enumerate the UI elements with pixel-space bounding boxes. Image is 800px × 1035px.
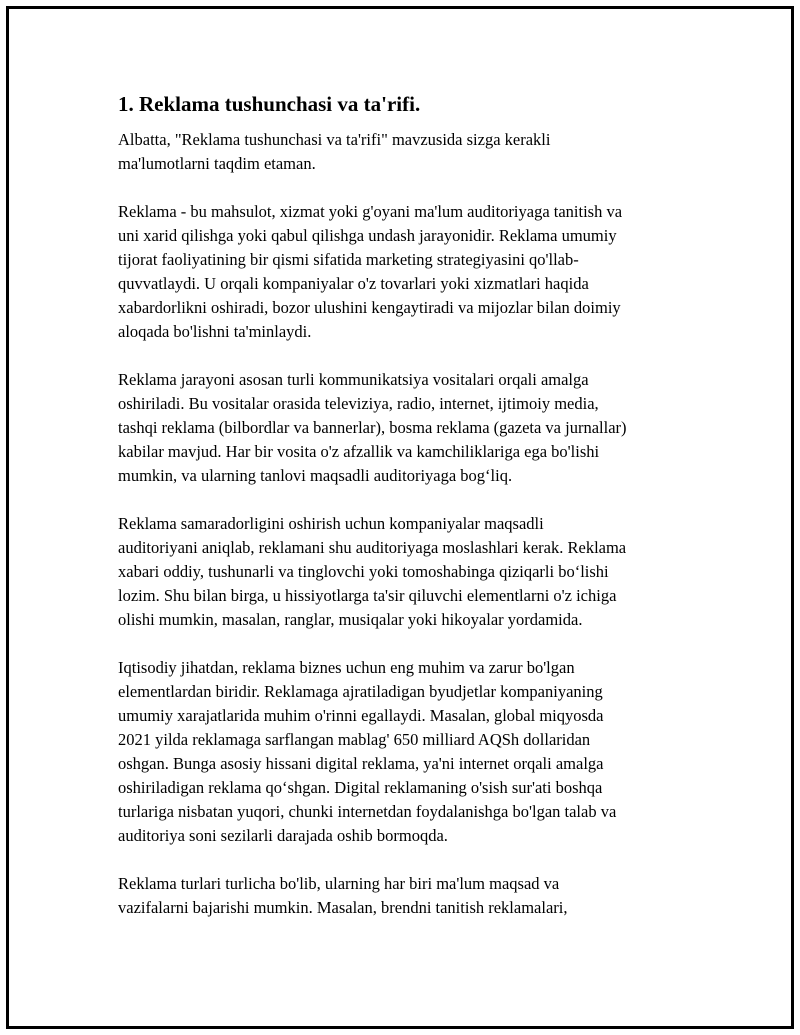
paragraph [118,512,698,632]
paragraph-line: lozim. Shu bilan birga, u hissiyotlarga ta'sir qiluvchi elementlarni o'z ichiga [118,586,617,605]
paragraph-line: kabilar mavjud. Har bir vosita o'z afzallik va kamchiliklariga ega bo'lishi [118,442,600,461]
paragraph-line: turlariga nisbatan yuqori, chunki internetdan foydalanishga bo'lgan talab va [118,802,617,821]
paragraph [118,872,698,920]
paragraph-line: olishi mumkin, masalan, ranglar, musiqalar yoki hikoyalar yordamida. [118,610,583,629]
paragraph-line: vazifalarni bajarishi mumkin. Masalan, brendni tanitish reklamalari, [118,898,568,917]
paragraph-line: mumkin, va ularning tanlovi maqsadli auditoriyaga bog‘liq. [118,466,513,485]
paragraph-line: umumiy xarajatlarida muhim o'rinni egallaydi. Masalan, global miqyosda [118,706,604,725]
paragraph [118,200,698,344]
paragraph-line: tashqi reklama (bilbordlar va bannerlar), bosma reklama (gazeta va jurnallar) [118,418,627,437]
paragraph-line: aloqada bo'lishni ta'minlaydi. [118,322,312,341]
paragraph-line: uni xarid qilishga yoki qabul qilishga undash jarayonidir. Reklama umumiy [118,226,617,245]
paragraph-line: Iqtisodiy jihatdan, reklama biznes uchun eng muhim va zarur bo'lgan [118,658,575,677]
paragraph-line: Reklama turlari turlicha bo'lib, ularning har biri ma'lum maqsad va [118,874,560,893]
paragraph-line: xabari oddiy, tushunarli va tinglovchi yoki tomoshabinga qiziqarli bo‘lishi [118,562,609,581]
paragraph-line: quvvatlaydi. U orqali kompaniyalar o'z tovarlari yoki xizmatlari haqida [118,274,589,293]
paragraph-line: Reklama samaradorligini oshirish uchun kompaniyalar maqsadli [118,514,544,533]
paragraph [118,656,698,848]
paragraph-line: Albatta, "Reklama tushunchasi va ta'rifi" mavzusida sizga kerakli [118,130,551,149]
paragraph-line: Reklama - bu mahsulot, xizmat yoki g'oyani ma'lum auditoriyaga tanitish va [118,202,623,221]
paragraph-line: auditoriya soni sezilarli darajada oshib bormoqda. [118,826,448,845]
paragraph-line: oshiriladigan reklama qo‘shgan. Digital reklamaning o'sish sur'ati boshqa [118,778,603,797]
document-body [118,90,698,944]
paragraph-list [118,128,698,920]
paragraph-line: oshiriladi. Bu vositalar orasida televiziya, radio, internet, ijtimoiy media, [118,394,599,413]
paragraph-line: tijorat faoliyatining bir qismi sifatida marketing strategiyasini qo'llab- [118,250,579,269]
paragraph-line: elementlardan biridir. Reklamaga ajratiladigan byudjetlar kompaniyaning [118,682,603,701]
document-title: 1. Reklama tushunchasi va ta'rifi. [118,92,421,116]
paragraph-line: ma'lumotlarni taqdim etaman. [118,154,316,173]
paragraph-line: 2021 yilda reklamaga sarflangan mablag' 650 milliard AQSh dollaridan [118,730,591,749]
paragraph-line: auditoriyani aniqlab, reklamani shu auditoriyaga moslashlari kerak. Reklama [118,538,627,557]
paragraph-line: xabardorlikni oshiradi, bozor ulushini kengaytiradi va mijozlar bilan doimiy [118,298,621,317]
paragraph [118,128,698,176]
paragraph-line: Reklama jarayoni asosan turli kommunikatsiya vositalari orqali amalga [118,370,589,389]
paragraph [118,368,698,488]
paragraph-line: oshgan. Bunga asosiy hissani digital reklama, ya'ni internet orqali amalga [118,754,604,773]
